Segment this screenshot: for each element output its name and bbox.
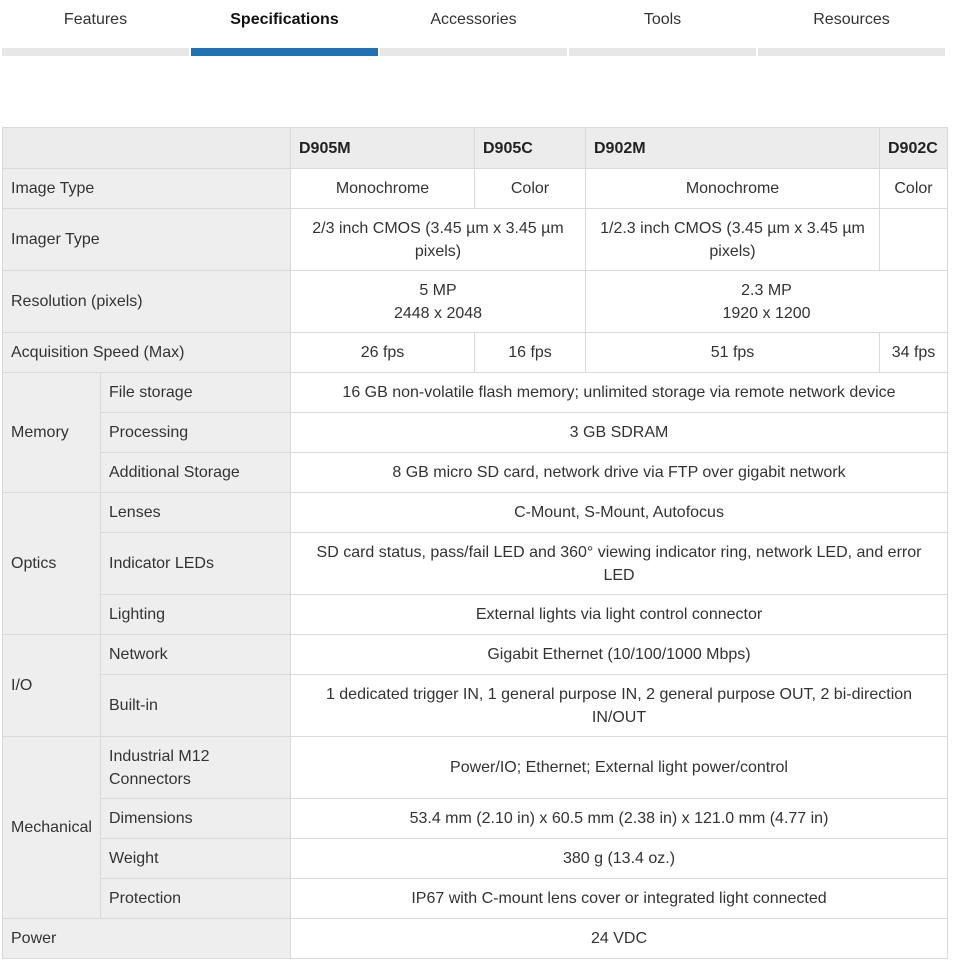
table-row — [3, 453, 948, 493]
cell-value: Monochrome — [586, 169, 880, 209]
resolution-pixels: 2448 x 2048 — [393, 304, 483, 322]
col-header-d902c: D902C — [880, 128, 948, 169]
cell-value: 8 GB micro SD card, network drive via FTP over gigabit network — [291, 453, 948, 493]
cell-value: 24 VDC — [291, 919, 948, 959]
sub-label: Network — [101, 635, 291, 675]
tab-underline — [2, 48, 189, 56]
specifications-table — [2, 127, 948, 959]
table-row — [3, 373, 948, 413]
sub-label: Lenses — [101, 493, 291, 533]
cell-value: Power/IO; Ethernet; External light power/control — [291, 737, 948, 799]
col-header-d902m: D902M — [586, 128, 880, 169]
tab-underline — [758, 48, 945, 56]
cell-value: Color — [475, 169, 586, 209]
group-label-memory: Memory — [3, 373, 101, 493]
cell-value: 1 dedicated trigger IN, 1 general purpose IN, 2 general purpose OUT, 2 bi-direction IN/OUT — [291, 675, 948, 737]
sub-label: Indicator LEDs — [101, 533, 291, 595]
cell-value: Monochrome — [291, 169, 475, 209]
tab-features[interactable] — [2, 0, 189, 56]
table-row — [3, 595, 948, 635]
sub-label: Weight — [101, 839, 291, 879]
table-row — [3, 271, 948, 333]
tab-label: Accessories — [430, 11, 517, 28]
cell-value: 16 GB non-volatile flash memory; unlimited storage via remote network device — [291, 373, 948, 413]
table-row — [3, 413, 948, 453]
cell-value: 1/2.3 inch CMOS (3.45 µm x 3.45 µm pixels) — [586, 209, 880, 271]
tab-accessories[interactable] — [380, 0, 567, 56]
table-row — [3, 919, 948, 959]
sub-label: Lighting — [101, 595, 291, 635]
cell-value — [586, 271, 948, 333]
table-row — [3, 839, 948, 879]
tab-tools[interactable] — [569, 0, 756, 56]
table-row — [3, 799, 948, 839]
sub-label: Processing — [101, 413, 291, 453]
cell-value: SD card status, pass/fail LED and 360° viewing indicator ring, network LED, and error LED — [291, 533, 948, 595]
table-row — [3, 209, 948, 271]
sub-label: Protection — [101, 879, 291, 919]
row-label-resolution: Resolution (pixels) — [3, 271, 291, 333]
table-row — [3, 333, 948, 373]
tab-label: Specifications — [230, 11, 339, 28]
cell-value: 26 fps — [291, 333, 475, 373]
cell-value: C-Mount, S-Mount, Autofocus — [291, 493, 948, 533]
tab-label: Tools — [643, 11, 682, 28]
sub-label: Additional Storage — [101, 453, 291, 493]
table-row — [3, 635, 948, 675]
resolution-pixels: 1920 x 1200 — [722, 304, 811, 322]
sub-label: Industrial M12 Connectors — [101, 737, 291, 799]
cell-value: External lights via light control connector — [291, 595, 948, 635]
table-row — [3, 879, 948, 919]
cell-value — [291, 271, 586, 333]
table-row — [3, 493, 948, 533]
tab-resources[interactable] — [758, 0, 945, 56]
tab-bar — [0, 0, 956, 56]
cell-value: Gigabit Ethernet (10/100/1000 Mbps) — [291, 635, 948, 675]
group-label-mechanical: Mechanical — [3, 737, 101, 919]
cell-value: 3 GB SDRAM — [291, 413, 948, 453]
tab-underline — [380, 48, 567, 56]
cell-value: IP67 with C-mount lens cover or integrated light connected — [291, 879, 948, 919]
group-label-io: I/O — [3, 635, 101, 737]
table-row — [3, 169, 948, 209]
col-header-d905m: D905M — [291, 128, 475, 169]
cell-value: 51 fps — [586, 333, 880, 373]
tab-specifications[interactable] — [191, 0, 378, 56]
tab-underline — [569, 48, 756, 56]
row-label-imager-type: Imager Type — [3, 209, 291, 271]
resolution-mp: 5 MP — [419, 281, 457, 299]
cell-value: Color — [880, 169, 948, 209]
cell-value: 53.4 mm (2.10 in) x 60.5 mm (2.38 in) x 121.0 mm (4.77 in) — [291, 799, 948, 839]
resolution-mp: 2.3 MP — [741, 281, 792, 299]
table-row — [3, 533, 948, 595]
cell-value: 34 fps — [880, 333, 948, 373]
sub-label: Dimensions — [101, 799, 291, 839]
tab-underline-active — [191, 48, 378, 56]
row-label-power: Power — [3, 919, 291, 959]
tab-label: Features — [63, 11, 128, 28]
cell-value: 2/3 inch CMOS (3.45 µm x 3.45 µm pixels) — [291, 209, 586, 271]
group-label-optics: Optics — [3, 493, 101, 635]
row-label-speed: Acquisition Speed (Max) — [3, 333, 291, 373]
tab-label: Resources — [813, 11, 890, 28]
cell-value: 16 fps — [475, 333, 586, 373]
col-header-d905c: D905C — [475, 128, 586, 169]
table-row — [3, 675, 948, 737]
sub-label: File storage — [101, 373, 291, 413]
header-blank — [3, 128, 291, 169]
sub-label: Built-in — [101, 675, 291, 737]
cell-value: 380 g (13.4 oz.) — [291, 839, 948, 879]
table-row — [3, 737, 948, 799]
cell-empty — [880, 209, 948, 271]
header-row — [3, 128, 948, 169]
row-label-image-type: Image Type — [3, 169, 291, 209]
